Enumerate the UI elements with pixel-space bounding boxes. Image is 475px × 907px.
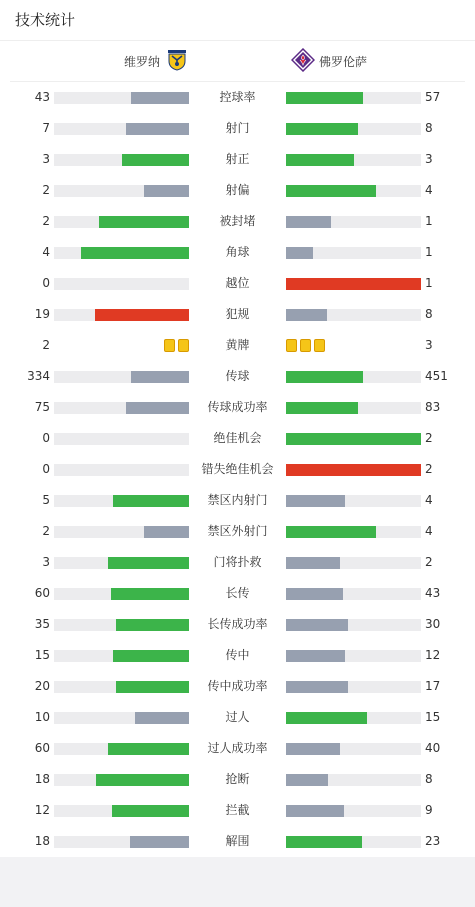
- away-bar-track: [286, 216, 421, 228]
- stat-label: 抢断: [225, 772, 250, 786]
- away-bar: [286, 309, 327, 321]
- stat-row: [0, 268, 475, 299]
- verona-crest-icon: [166, 49, 188, 74]
- away-bar: [286, 433, 421, 445]
- stat-row: [0, 702, 475, 733]
- away-bar: [286, 619, 348, 631]
- home-value: 60: [34, 586, 50, 600]
- stat-label: 角球: [225, 245, 250, 259]
- away-bar: [286, 681, 348, 693]
- home-value: 5: [42, 493, 50, 507]
- home-bar-track: [54, 588, 189, 600]
- away-bar-track: [286, 154, 421, 166]
- away-bar: [286, 495, 345, 507]
- away-value: 4: [425, 183, 433, 197]
- away-value: 4: [425, 524, 433, 538]
- home-value: 15: [34, 648, 50, 662]
- stat-row: [0, 454, 475, 485]
- stat-row: [0, 578, 475, 609]
- home-bar: [116, 681, 189, 693]
- home-value: 12: [34, 803, 50, 817]
- stat-label: 传中: [225, 648, 250, 662]
- home-bar-track: [54, 495, 189, 507]
- away-bar: [286, 92, 363, 104]
- away-bar-track: [286, 588, 421, 600]
- home-value: 3: [42, 152, 50, 166]
- home-bar: [113, 650, 189, 662]
- away-value: 17: [425, 679, 441, 693]
- home-bar-track: [54, 526, 189, 538]
- stat-row: [0, 485, 475, 516]
- home-bar-track: [54, 185, 189, 197]
- home-bar: [95, 309, 190, 321]
- stat-row: [0, 733, 475, 764]
- home-bar: [126, 123, 189, 135]
- away-bar: [286, 743, 340, 755]
- stat-label: 过人成功率: [207, 741, 268, 755]
- stat-row: [0, 361, 475, 392]
- stat-label: 错失绝佳机会: [201, 462, 274, 476]
- stat-row: [0, 330, 475, 361]
- home-bar-track: [54, 216, 189, 228]
- home-bar-track: [54, 92, 189, 104]
- home-bar: [131, 371, 189, 383]
- home-bar-track: [54, 154, 189, 166]
- away-value: 30: [425, 617, 441, 631]
- away-value: 2: [425, 462, 433, 476]
- away-value: 3: [425, 338, 433, 352]
- away-bar-track: [286, 371, 421, 383]
- home-value: 2: [42, 338, 50, 352]
- away-bar: [286, 712, 367, 724]
- home-value: 4: [42, 245, 50, 259]
- stat-label: 越位: [225, 276, 250, 290]
- home-value: 0: [42, 276, 50, 290]
- away-bar-track: [286, 123, 421, 135]
- home-bar: [113, 495, 189, 507]
- home-value: 35: [34, 617, 50, 631]
- away-value: 23: [425, 834, 441, 848]
- away-value: 1: [425, 214, 433, 228]
- teams-header: [10, 41, 465, 82]
- home-value: 18: [34, 834, 50, 848]
- away-bar-track: [286, 774, 421, 786]
- away-bar: [286, 371, 363, 383]
- home-bar-track: [54, 805, 189, 817]
- away-bar: [286, 836, 362, 848]
- home-value: 2: [42, 214, 50, 228]
- stat-label: 过人: [225, 710, 250, 724]
- home-bar-track: [54, 774, 189, 786]
- stat-row: [0, 206, 475, 237]
- stat-row: [0, 795, 475, 826]
- away-value: 8: [425, 121, 433, 135]
- away-value: 1: [425, 245, 433, 259]
- home-bar: [108, 557, 189, 569]
- away-team[interactable]: [291, 41, 367, 81]
- stat-label: 禁区外射门: [207, 524, 268, 538]
- home-value: 2: [42, 524, 50, 538]
- stat-label: 门将扑救: [213, 555, 262, 569]
- away-bar: [286, 402, 358, 414]
- home-bar: [122, 154, 190, 166]
- away-bar: [286, 526, 376, 538]
- page-title: 技术统计: [0, 0, 475, 41]
- away-bar-track: [286, 495, 421, 507]
- home-value: 10: [34, 710, 50, 724]
- away-bar-track: [286, 402, 421, 414]
- away-bar-track: [286, 185, 421, 197]
- away-team-name: 佛罗伦萨: [319, 54, 368, 69]
- home-bar: [108, 743, 189, 755]
- home-value: 7: [42, 121, 50, 135]
- home-value: 18: [34, 772, 50, 786]
- stat-row: [0, 144, 475, 175]
- away-bar: [286, 464, 421, 476]
- away-bar: [286, 774, 328, 786]
- away-bar-track: [286, 278, 421, 290]
- stat-label: 射正: [225, 152, 250, 166]
- away-yellow-cards: [286, 339, 325, 352]
- home-bar: [126, 402, 189, 414]
- away-value: 4: [425, 493, 433, 507]
- home-bar: [144, 185, 189, 197]
- home-value: 334: [27, 369, 50, 383]
- home-bar-track: [54, 371, 189, 383]
- stat-label: 控球率: [219, 90, 256, 104]
- home-bar-track: [54, 619, 189, 631]
- home-bar: [81, 247, 189, 259]
- home-bar: [99, 216, 189, 228]
- away-value: 57: [425, 90, 441, 104]
- away-bar: [286, 557, 340, 569]
- home-bar: [116, 619, 189, 631]
- away-value: 83: [425, 400, 441, 414]
- home-bar-track: [54, 278, 189, 290]
- away-bar-track: [286, 309, 421, 321]
- home-bar-track: [54, 650, 189, 662]
- stat-label: 射偏: [225, 183, 250, 197]
- away-bar: [286, 123, 358, 135]
- stat-row: [0, 423, 475, 454]
- home-bar-track: [54, 247, 189, 259]
- home-bar-track: [54, 464, 189, 476]
- stats-list: [0, 82, 475, 857]
- stat-row: [0, 82, 475, 113]
- stat-label: 绝佳机会: [213, 431, 262, 445]
- away-value: 2: [425, 431, 433, 445]
- home-value: 0: [42, 431, 50, 445]
- stat-row: [0, 547, 475, 578]
- stat-row: [0, 392, 475, 423]
- away-bar-track: [286, 805, 421, 817]
- home-value: 20: [34, 679, 50, 693]
- stat-label: 传中成功率: [207, 679, 268, 693]
- away-bar-track: [286, 836, 421, 848]
- home-bar-track: [54, 309, 189, 321]
- yellow-card-icon: [178, 339, 189, 352]
- home-value: 0: [42, 462, 50, 476]
- stat-row: [0, 113, 475, 144]
- away-bar-track: [286, 433, 421, 445]
- away-value: 8: [425, 307, 433, 321]
- home-value: 3: [42, 555, 50, 569]
- home-bar-track: [54, 557, 189, 569]
- away-bar-track: [286, 526, 421, 538]
- home-bar-track: [54, 402, 189, 414]
- home-bar-track: [54, 433, 189, 445]
- home-value: 2: [42, 183, 50, 197]
- stat-label: 传球: [225, 369, 250, 383]
- away-bar: [286, 650, 345, 662]
- away-bar: [286, 216, 331, 228]
- home-team[interactable]: [124, 41, 188, 81]
- stat-label: 射门: [225, 121, 250, 135]
- stat-label: 长传: [225, 586, 250, 600]
- away-bar-track: [286, 743, 421, 755]
- stat-row: [0, 516, 475, 547]
- fiorentina-crest-icon: [291, 48, 315, 75]
- home-team-name: 维罗纳: [123, 54, 160, 69]
- home-bar: [111, 588, 189, 600]
- away-bar-track: [286, 557, 421, 569]
- away-value: 15: [425, 710, 441, 724]
- home-value: 19: [34, 307, 50, 321]
- home-bar-track: [54, 712, 189, 724]
- home-bar: [112, 805, 189, 817]
- away-value: 40: [425, 741, 441, 755]
- away-bar-track: [286, 712, 421, 724]
- home-bar: [144, 526, 189, 538]
- away-bar-track: [286, 247, 421, 259]
- away-value: 9: [425, 803, 433, 817]
- stat-label: 犯规: [225, 307, 250, 321]
- stat-row: [0, 609, 475, 640]
- stat-label: 传球成功率: [207, 400, 268, 414]
- home-bar: [96, 774, 189, 786]
- away-bar: [286, 278, 421, 290]
- home-bar-track: [54, 743, 189, 755]
- home-value: 43: [34, 90, 50, 104]
- home-bar: [130, 836, 189, 848]
- home-bar: [131, 92, 189, 104]
- away-bar-track: [286, 464, 421, 476]
- stat-label: 长传成功率: [207, 617, 268, 631]
- away-bar-track: [286, 650, 421, 662]
- away-value: 12: [425, 648, 441, 662]
- home-yellow-cards: [164, 339, 189, 352]
- stat-label: 拦截: [225, 803, 250, 817]
- home-bar: [135, 712, 189, 724]
- stat-row: [0, 826, 475, 857]
- stat-row: [0, 764, 475, 795]
- stat-label: 解围: [225, 834, 250, 848]
- home-value: 75: [34, 400, 50, 414]
- stat-label: 禁区内射门: [207, 493, 268, 507]
- stat-row: [0, 299, 475, 330]
- yellow-card-icon: [286, 339, 297, 352]
- away-value: 451: [425, 369, 448, 383]
- stat-row: [0, 671, 475, 702]
- away-value: 3: [425, 152, 433, 166]
- away-value: 8: [425, 772, 433, 786]
- away-bar: [286, 154, 354, 166]
- stat-label: 被封堵: [219, 214, 256, 228]
- away-value: 43: [425, 586, 441, 600]
- away-bar: [286, 805, 344, 817]
- home-bar-track: [54, 836, 189, 848]
- stat-label: 黄牌: [225, 338, 250, 352]
- stat-row: [0, 640, 475, 671]
- yellow-card-icon: [300, 339, 311, 352]
- away-bar: [286, 588, 343, 600]
- away-value: 2: [425, 555, 433, 569]
- away-value: 1: [425, 276, 433, 290]
- home-bar-track: [54, 123, 189, 135]
- stat-row: [0, 175, 475, 206]
- away-bar-track: [286, 681, 421, 693]
- away-bar: [286, 247, 313, 259]
- home-value: 60: [34, 741, 50, 755]
- stat-row: [0, 237, 475, 268]
- away-bar-track: [286, 619, 421, 631]
- yellow-card-icon: [314, 339, 325, 352]
- away-bar: [286, 185, 376, 197]
- away-bar-track: [286, 92, 421, 104]
- home-bar-track: [54, 681, 189, 693]
- yellow-card-icon: [164, 339, 175, 352]
